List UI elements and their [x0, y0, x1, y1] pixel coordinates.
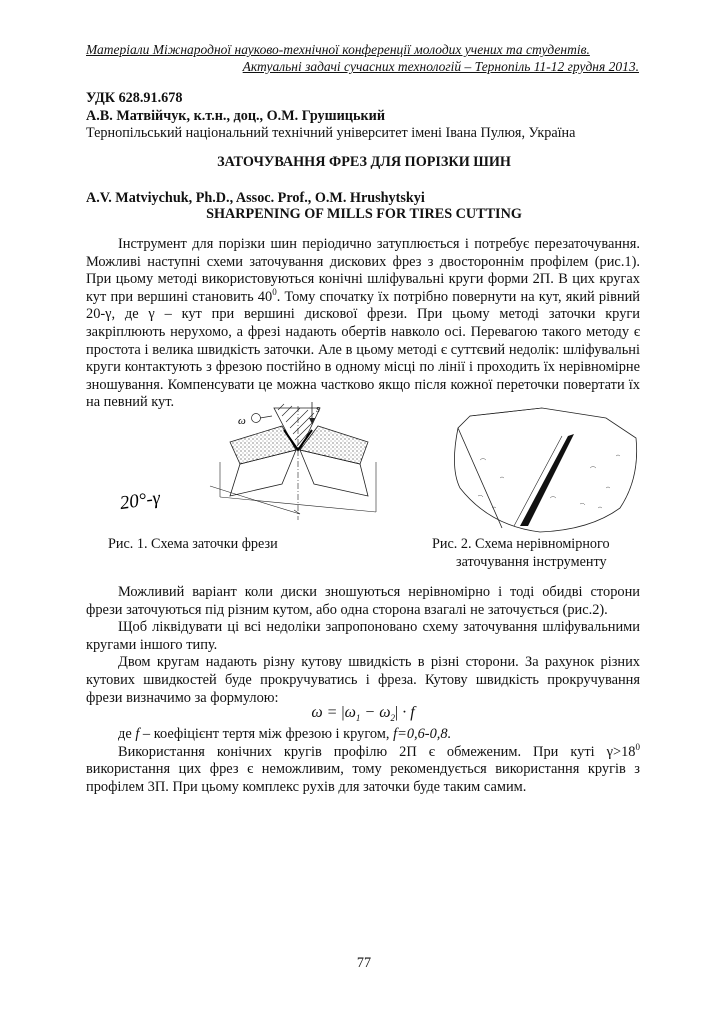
formula-index1: 1	[355, 713, 361, 724]
figure-2-caption-line1: Рис. 2. Схема нерівномірного	[432, 536, 610, 552]
formula-where-line: де f – коефіцієнт тертя між фрезою і кругом, f=0,6-0,8.	[118, 726, 452, 742]
body3-paragraph-4: Використання конічних кругів профілю 2П є обмеженим. При куті $\gamma>18^0$ використання цих фрез є неможливим, тому рекомендується використання кругів з профілем 3П. При цьому комплекс рухів для заточки буде таким самим.	[86, 741, 640, 795]
authors-uk: А.В. Матвійчук, к.т.н., доц., О.М. Грушицький	[86, 108, 385, 124]
body2-paragraph-2: Щоб ліквідувати ці всі недоліки запропоновано схему заточування шліфувальними кругами іншого типу.	[86, 619, 640, 653]
formula-index2: 2	[390, 713, 396, 724]
affiliation: Тернопільський національний технічний університет імені Івана Пулюя, Україна	[86, 125, 576, 141]
udk-code: УДК 628.91.678	[86, 90, 183, 106]
fig1-omega-label: ω	[238, 415, 246, 427]
formula-lhs: ω =	[311, 704, 342, 721]
fig1-s-label: s	[316, 404, 320, 415]
figure-1-caption: Рис. 1. Схема заточки фрези	[108, 536, 278, 552]
body2-paragraph-1: Можливий варіант коли диски зношуються нерівномірно і тоді обидві сторони фрези заточуються під різним кутом, або одна сторона взагалі не заточується (рис.2).	[86, 584, 640, 618]
body-section-2	[86, 584, 640, 707]
formula-omega2: ω	[379, 704, 391, 721]
header-topic-line: Актуальні задачі сучасних технологій – Тернопіль 11-12 грудня 2013.	[242, 59, 639, 74]
figure-1-sharpening-scheme	[118, 402, 390, 527]
title-uk: ЗАТОЧУВАННЯ ФРЕЗ ДЛЯ ПОРІЗКИ ШИН	[217, 154, 511, 170]
figure-2-caption	[432, 536, 632, 571]
formula: $\omega = |\omega_1 - \omega_2| \cdot f$	[311, 704, 415, 724]
body1-text-b: . Тому спочатку їх потрібно повернути на кут, який рівний 20-γ, де γ – кут при вершині дискової фрези. При цьому методі заточки круги закріплюють нерухомо, а фрезі надають обертів навколо осі. Перевагою такого методу є простота і велика швидкість заточки. Але в цьому методі є суттєвий недолік: шліфувальні круги контактують з фрезою постійно в одному місці по лінії і проходить їх нерівномірне зношування. Компенсувати це можна частково якщо після кожної переточки повертати їх на певний кут.	[86, 288, 640, 411]
figure-2-caption-line2: заточування інструменту	[456, 553, 607, 570]
fig1-angle-label: 20°-γ	[118, 487, 162, 515]
body-section-3	[86, 726, 640, 796]
body1-sup: 0	[272, 286, 277, 297]
formula-omega1: ω	[344, 704, 356, 721]
page-number: 77	[356, 955, 372, 971]
figure-2-uneven-sharpening	[430, 408, 645, 533]
body-paragraph-1	[86, 236, 640, 412]
header-conference-line: Матеріали Міжнародної науково-технічної конференції молодих учених та студентів.	[86, 42, 590, 57]
authors-en: A.V. Matviychuk, Ph.D., Assoc. Prof., O.M. Hrushytskyi	[86, 190, 425, 206]
body1-text-a: Інструмент для порізки шин періодично затуплюється і потребує перезаточування. Можливі наступні схеми заточування дискових фрез з двостороннім профілем (рис.1). При цьому методі використовуються конічні шліфувальні круги форми 2П. В цих кругах кут при вершині становить 40	[86, 236, 640, 305]
body2-paragraph-3: Двом кругам надають різну кутову швидкість в різні сторони. За рахунок різних кутових швидкостей буде прокручуватись і фреза. Кутову швидкість прокручування фрези визначимо за формулою:	[86, 654, 640, 706]
title-en: SHARPENING OF MILLS FOR TIRES CUTTING	[206, 206, 522, 222]
formula-tail: · f	[398, 704, 415, 721]
formula-minus: −	[360, 704, 380, 721]
